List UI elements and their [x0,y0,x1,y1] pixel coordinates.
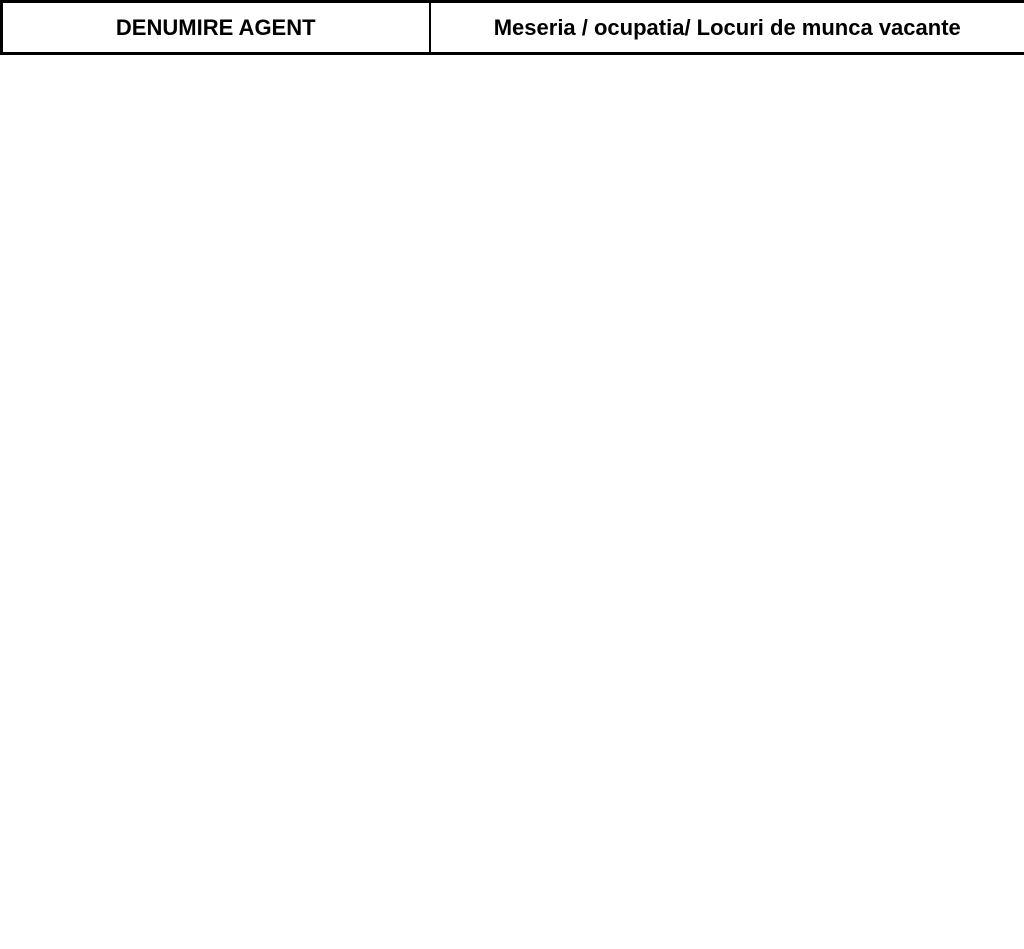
column-header-denumire-agent: DENUMIRE AGENT [2,2,430,54]
column-header-meseria-ocupatia: Meseria / ocupatia/ Locuri de munca vacante [430,2,1024,54]
table-header-row [2,2,1024,54]
vacancy-table [0,0,1024,55]
